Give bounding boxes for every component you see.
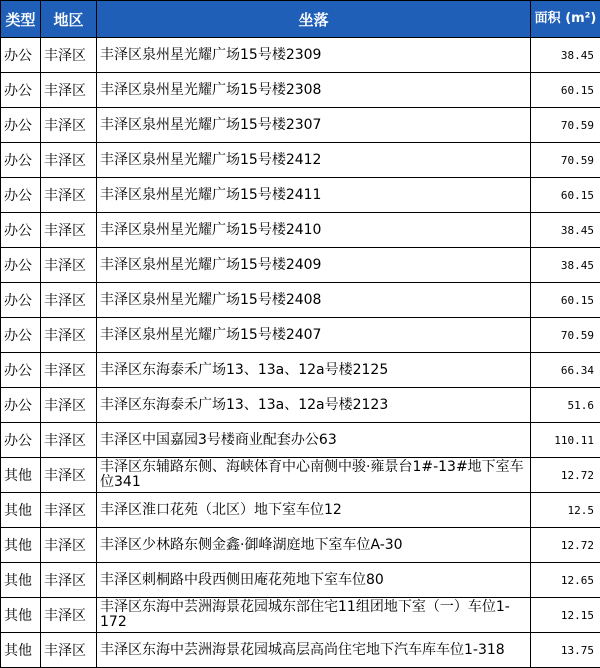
type-cell: 办公 (1, 178, 41, 213)
table-row (1, 598, 600, 633)
table-row (1, 353, 600, 388)
region-cell: 丰泽区 (41, 563, 97, 598)
area-cell: 110.11 (531, 423, 600, 458)
region-cell: 丰泽区 (41, 493, 97, 528)
table-row (1, 248, 600, 283)
address-cell: 丰泽区泉州星光耀广场15号楼2407 (97, 318, 531, 353)
header-address: 坐落 (97, 1, 531, 38)
type-cell: 办公 (1, 318, 41, 353)
area-cell: 66.34 (531, 353, 600, 388)
area-cell: 12.15 (531, 598, 600, 633)
address-cell: 丰泽区泉州星光耀广场15号楼2411 (97, 178, 531, 213)
area-cell: 51.6 (531, 388, 600, 423)
area-cell: 38.45 (531, 38, 600, 73)
type-cell: 办公 (1, 143, 41, 178)
address-cell: 丰泽区中国嘉园3号楼商业配套办公63 (97, 423, 531, 458)
region-cell: 丰泽区 (41, 528, 97, 563)
region-cell: 丰泽区 (41, 178, 97, 213)
address-cell: 丰泽区泉州星光耀广场15号楼2309 (97, 38, 531, 73)
type-cell: 办公 (1, 423, 41, 458)
address-cell: 丰泽区东海中芸洲海景花园城高层高尚住宅地下汽车库车位1-318 (97, 633, 531, 668)
type-cell: 其他 (1, 493, 41, 528)
address-cell: 丰泽区泉州星光耀广场15号楼2308 (97, 73, 531, 108)
area-cell: 12.5 (531, 493, 600, 528)
table-row (1, 318, 600, 353)
address-cell: 丰泽区泉州星光耀广场15号楼2410 (97, 213, 531, 248)
table-row (1, 283, 600, 318)
region-cell: 丰泽区 (41, 423, 97, 458)
area-cell: 60.15 (531, 178, 600, 213)
table-body (1, 38, 600, 668)
table-row (1, 493, 600, 528)
table-row (1, 143, 600, 178)
address-cell: 丰泽区淮口花苑（北区）地下室车位12 (97, 493, 531, 528)
header-row (1, 1, 600, 38)
region-cell: 丰泽区 (41, 283, 97, 318)
area-cell: 60.15 (531, 73, 600, 108)
type-cell: 办公 (1, 353, 41, 388)
area-cell: 70.59 (531, 108, 600, 143)
address-cell: 丰泽区东海泰禾广场13、13a、12a号楼2125 (97, 353, 531, 388)
type-cell: 办公 (1, 283, 41, 318)
region-cell: 丰泽区 (41, 318, 97, 353)
table-row (1, 213, 600, 248)
type-cell: 办公 (1, 248, 41, 283)
area-cell: 12.65 (531, 563, 600, 598)
table-row (1, 108, 600, 143)
type-cell: 其他 (1, 598, 41, 633)
region-cell: 丰泽区 (41, 73, 97, 108)
type-cell: 其他 (1, 563, 41, 598)
type-cell: 办公 (1, 38, 41, 73)
area-cell: 70.59 (531, 143, 600, 178)
type-cell: 办公 (1, 388, 41, 423)
type-cell: 办公 (1, 73, 41, 108)
table-row (1, 73, 600, 108)
address-cell: 丰泽区东海泰禾广场13、13a、12a号楼2123 (97, 388, 531, 423)
region-cell: 丰泽区 (41, 598, 97, 633)
type-cell: 其他 (1, 633, 41, 668)
address-cell: 丰泽区少林路东侧金鑫·御峰湖庭地下室车位A-30 (97, 528, 531, 563)
region-cell: 丰泽区 (41, 38, 97, 73)
address-cell: 丰泽区东海中芸洲海景花园城东部住宅11组团地下室（一）车位1-172 (97, 598, 531, 633)
header-region: 地区 (41, 1, 97, 38)
area-cell: 38.45 (531, 213, 600, 248)
region-cell: 丰泽区 (41, 353, 97, 388)
area-cell: 38.45 (531, 248, 600, 283)
region-cell: 丰泽区 (41, 143, 97, 178)
area-cell: 12.72 (531, 528, 600, 563)
address-cell: 丰泽区泉州星光耀广场15号楼2412 (97, 143, 531, 178)
type-cell: 办公 (1, 108, 41, 143)
region-cell: 丰泽区 (41, 388, 97, 423)
header-area: 面积 (m²) (531, 1, 600, 38)
table-row (1, 633, 600, 668)
region-cell: 丰泽区 (41, 213, 97, 248)
address-cell: 丰泽区刺桐路中段西侧田庵花苑地下室车位80 (97, 563, 531, 598)
area-cell: 12.72 (531, 458, 600, 493)
address-cell: 丰泽区泉州星光耀广场15号楼2307 (97, 108, 531, 143)
table-row (1, 458, 600, 493)
address-cell: 丰泽区泉州星光耀广场15号楼2408 (97, 283, 531, 318)
type-cell: 其他 (1, 528, 41, 563)
table-row (1, 528, 600, 563)
area-cell: 70.59 (531, 318, 600, 353)
header-type: 类型 (1, 1, 41, 38)
area-cell: 60.15 (531, 283, 600, 318)
region-cell: 丰泽区 (41, 458, 97, 493)
region-cell: 丰泽区 (41, 633, 97, 668)
address-cell: 丰泽区泉州星光耀广场15号楼2409 (97, 248, 531, 283)
table-row (1, 388, 600, 423)
table-row (1, 178, 600, 213)
table-row (1, 423, 600, 458)
type-cell: 办公 (1, 213, 41, 248)
type-cell: 其他 (1, 458, 41, 493)
region-cell: 丰泽区 (41, 248, 97, 283)
region-cell: 丰泽区 (41, 108, 97, 143)
address-cell: 丰泽区东辅路东侧、海峡体育中心南侧中骏·雍景台1#-13#地下室车位341 (97, 458, 531, 493)
area-cell: 13.75 (531, 633, 600, 668)
table-row (1, 563, 600, 598)
table-row (1, 38, 600, 73)
